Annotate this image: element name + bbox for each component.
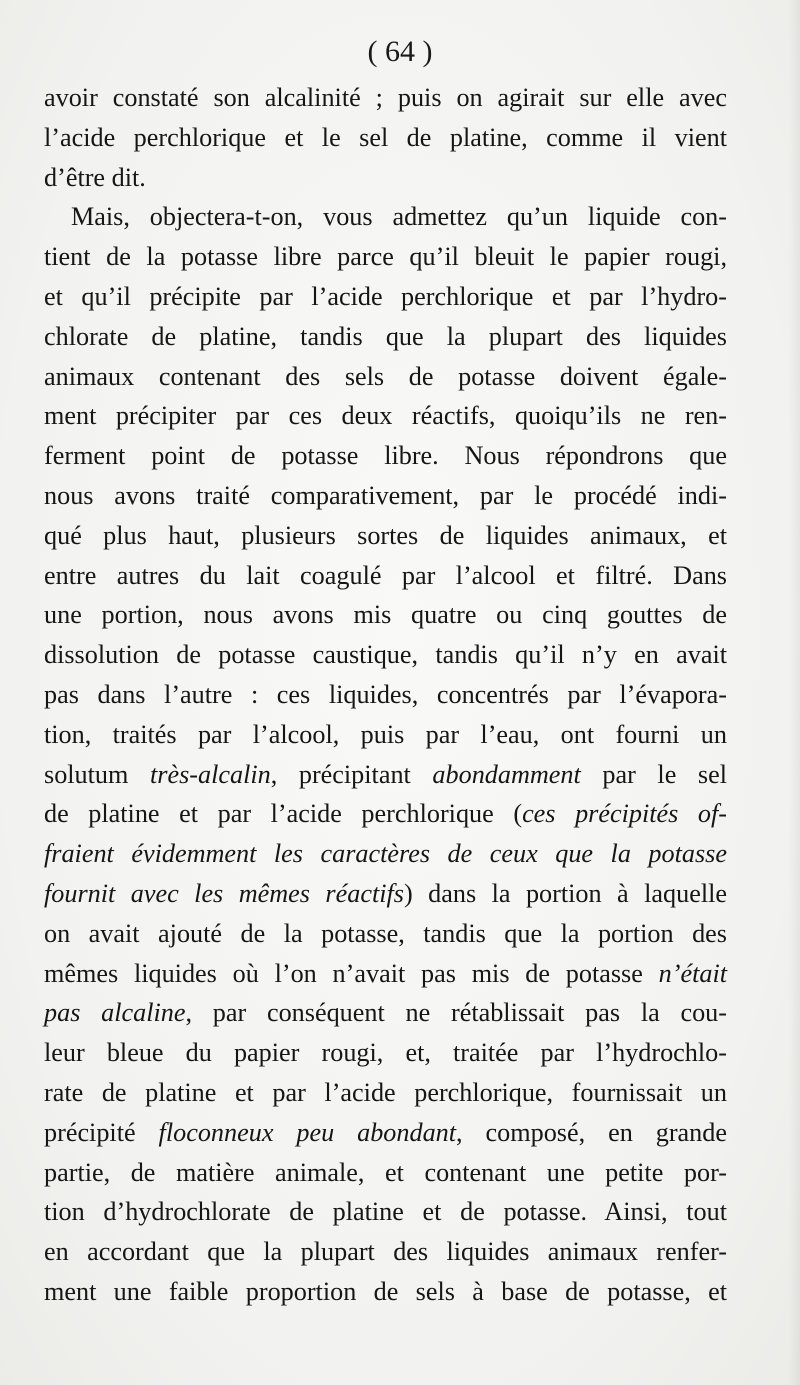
text-line bbox=[44, 595, 727, 635]
text-segment: et qu’il précipite par l’acide perchlorique et par l’hydro- bbox=[44, 281, 727, 311]
text-segment: , par conséquent ne rétablissait pas la cou- bbox=[185, 998, 727, 1028]
text-line bbox=[44, 755, 727, 795]
text-segment: animaux contenant des sels de potasse doivent égale- bbox=[44, 361, 727, 391]
text-segment: entre autres du lait coagulé par l’alcool et filtré. Dans bbox=[44, 560, 727, 590]
italic-text-segment: fraient évidemment les caractères de ceux que la potasse bbox=[44, 839, 727, 869]
text-line bbox=[44, 1192, 727, 1232]
text-line bbox=[44, 1073, 727, 1113]
text-segment: leur bleue du papier rougi, et, traitée par l’hydrochlo- bbox=[44, 1038, 727, 1068]
text-segment: ferment point de potasse libre. Nous répondrons que bbox=[44, 441, 727, 471]
text-line bbox=[44, 277, 727, 317]
body-text bbox=[44, 78, 727, 1312]
text-segment: on avait ajouté de la potasse, tandis que la portion des bbox=[44, 918, 727, 948]
text-line bbox=[44, 954, 727, 994]
text-segment: tion, traités par l’alcool, puis par l’eau, ont fourni un bbox=[44, 719, 727, 749]
italic-text-segment: abondamment bbox=[432, 759, 581, 789]
text-line bbox=[44, 914, 727, 954]
text-line bbox=[44, 436, 727, 476]
italic-text-segment: floconneux peu abondant bbox=[158, 1117, 457, 1147]
text-line bbox=[44, 357, 727, 397]
text-line bbox=[44, 118, 727, 158]
text-segment: avoir constaté son alcalinité ; puis on agirait sur elle avec bbox=[44, 83, 727, 112]
text-segment: ment une faible proportion de sels à base de potasse, et bbox=[44, 1276, 727, 1306]
text-segment: rate de platine et par l’acide perchlorique, fournissait un bbox=[44, 1077, 727, 1107]
text-line bbox=[44, 476, 727, 516]
italic-text-segment: n’était bbox=[658, 958, 727, 988]
page-number: ( 64 ) bbox=[367, 35, 433, 68]
text-line bbox=[44, 1272, 727, 1312]
text-line bbox=[44, 1232, 727, 1272]
text-line bbox=[44, 1113, 727, 1153]
italic-text-segment: pas alcaline bbox=[44, 998, 186, 1028]
text-line bbox=[44, 794, 727, 834]
text-segment: dissolution de potasse caustique, tandis qu’il n’y en avait bbox=[44, 640, 727, 670]
italic-text-segment: ces précipités of- bbox=[522, 799, 728, 829]
text-line bbox=[44, 237, 727, 277]
text-segment: de platine et par l’acide perchlorique ( bbox=[44, 799, 523, 829]
text-line bbox=[44, 834, 727, 874]
text-line bbox=[44, 1033, 727, 1073]
text-segment: , précipitant bbox=[270, 759, 433, 789]
text-line bbox=[44, 715, 727, 755]
text-line bbox=[44, 635, 727, 675]
italic-text-segment: très-alcalin bbox=[149, 759, 271, 789]
text-line bbox=[44, 158, 727, 198]
text-segment: par le sel bbox=[580, 759, 727, 789]
text-segment: l’acide perchlorique et le sel de platine, comme il vient bbox=[44, 122, 727, 152]
text-segment: mêmes liquides où l’on n’avait pas mis de potasse bbox=[44, 958, 659, 988]
text-segment: tion d’hydrochlorate de platine et de potasse. Ainsi, tout bbox=[44, 1197, 727, 1227]
text-segment: Mais, objectera-t-on, vous admettez qu’un liquide con- bbox=[71, 202, 727, 232]
text-segment: pas dans l’autre : ces liquides, concentrés par l’évapora- bbox=[44, 679, 727, 709]
text-segment: ) dans la portion à laquelle bbox=[403, 878, 727, 908]
text-segment: solutum bbox=[44, 759, 150, 789]
italic-text-segment: fournit avec les mêmes réactifs bbox=[44, 878, 404, 908]
text-segment: en accordant que la plupart des liquides animaux renfer- bbox=[44, 1237, 727, 1267]
text-segment: , composé, en grande bbox=[456, 1117, 727, 1147]
text-line bbox=[44, 516, 727, 556]
text-segment: d’être dit. bbox=[44, 162, 146, 192]
text-line bbox=[44, 197, 727, 237]
text-segment: ment précipiter par ces deux réactifs, quoiqu’ils ne ren- bbox=[44, 401, 727, 431]
page-edge-shadow bbox=[788, 0, 800, 1385]
text-segment: chlorate de platine, tandis que la plupart des liquides bbox=[44, 321, 727, 351]
text-segment: qué plus haut, plusieurs sortes de liquides animaux, et bbox=[44, 520, 727, 550]
text-segment: tient de la potasse libre parce qu’il bleuit le papier rougi, bbox=[44, 242, 727, 272]
text-line bbox=[44, 874, 727, 914]
text-line bbox=[44, 556, 727, 596]
text-line bbox=[44, 1153, 727, 1193]
text-segment: nous avons traité comparativement, par le procédé indi- bbox=[44, 480, 727, 510]
text-segment: partie, de matière animale, et contenant une petite por- bbox=[44, 1157, 727, 1187]
text-line bbox=[44, 396, 727, 436]
text-segment: précipité bbox=[44, 1117, 159, 1147]
text-line bbox=[44, 993, 727, 1033]
text-segment: une portion, nous avons mis quatre ou cinq gouttes de bbox=[44, 600, 727, 630]
text-line bbox=[44, 675, 727, 715]
text-line bbox=[44, 317, 727, 357]
text-line bbox=[44, 78, 727, 118]
